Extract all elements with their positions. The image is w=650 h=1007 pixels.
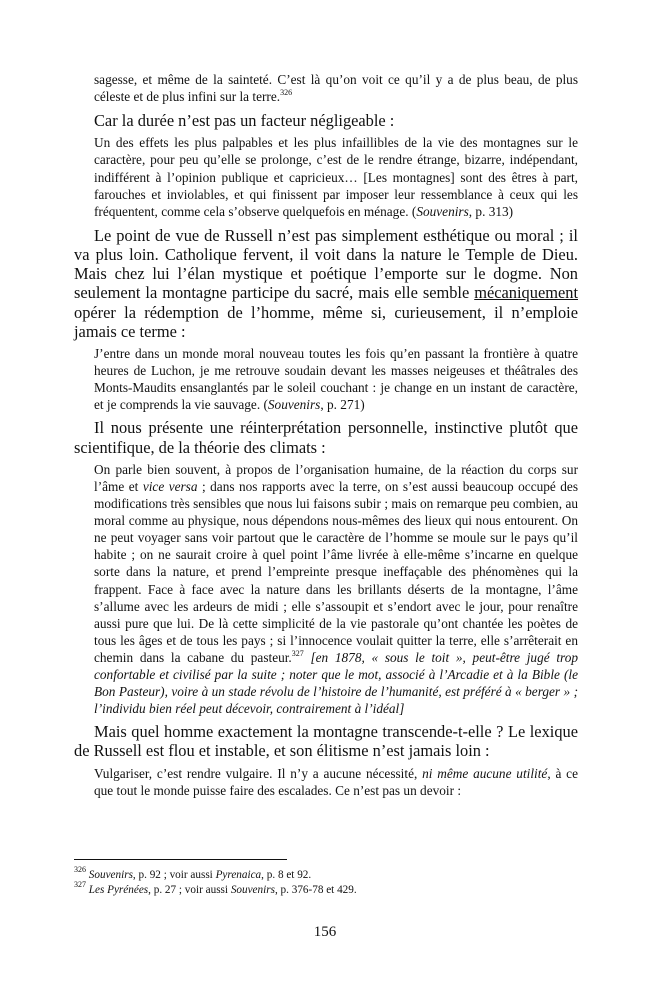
footnote-text: , p. 92 ; voir aussi [132,869,216,881]
paragraph-text: opérer la rédemption de l’homme, même si, curieusement, il n’emploie jamais ce terme : [74,302,578,341]
paragraph-text: Car la durée n’est pas un facteur négligeable : [94,111,395,131]
source-title: Souvenirs [88,869,133,881]
paragraph-text: Mais quel homme exactement la montagne transcende-t-elle ? Le lexique de Russell est flou et instable, et son élitisme n’est jamais loin : [74,722,578,761]
footnote-number: 326 [74,865,86,874]
footnote-text: , p. 376-78 et 429. [274,883,357,896]
block-quote-3 [94,345,578,413]
block-quote-5 [94,765,578,799]
source-title: Souvenirs [267,397,321,413]
source-page: , p. 313) [468,203,514,219]
footnote-327 [74,879,578,898]
footnote-number: 327 [74,879,86,889]
source-title: Souvenirs [230,883,275,896]
underlined-word: mécaniquement [474,283,578,303]
paragraph-4 [74,722,578,760]
italic-phrase: ni même aucune utilité [422,765,548,781]
paragraph-text: Il nous présente une réinterprétation personnelle, instinctive plutôt que scientifique, de la théorie des climats : [74,418,578,457]
quote-text: On parle bien souvent, à propos de l’organisation humaine, de la réaction du corps sur l’âme et [94,461,578,494]
footnotes [74,865,578,897]
page-number: 156 [313,924,337,940]
block-quote-2 [94,134,578,219]
source-title: Pyrenaica [215,869,262,881]
paragraph-text: Le point de vue de Russell n’est pas simplement esthétique ou moral ; il va plus loin. Catholique fervent, il voit dans la nature le Temple de Dieu. Mais chez lui l’élan mystique et poétique l’emporte sur le dogme. Non seulement la montagne participe du sacré, mais elle semble [74,225,578,303]
footnote-text: , p. 27 ; voir aussi [148,883,231,896]
quote-text: ; dans nos rapports avec la terre, on s’est aussi beaucoup occupé des modifications très sensibles que nous lui faisons subir ; mais on remarque peu combien, au moral comme au physique, nous dépendons nous-mêmes des lieux qui nous entourent. On ne peut voyager sans voir partout que le caractère de l’homme se moule sur le pays qu’il habite ; on ne saurait croire à quel point l’âme livrée à elle-même s’incarne en quelque sorte dans la nature, et prend l’empreinte presque ineffaçable des phénomènes qui la frappent. Face à face avec la nature dans les brillants déserts de la montagne, l’âme s’allume avec les ardeurs de midi ; elle s’assoupit et s’endort avec le jour, pour renaître aussi pure que lui. De là cette simplicité de la vie pastorale qu’ont chantée les poètes de tous les âges et de tous les pays ; si l’innocence voulait quitter la terre, elle s’arrêterait en chemin dans la cabane du pasteur. [94,478,579,665]
footnote-text: , p. 8 et 92. [261,869,312,881]
footnote-326 [74,865,578,883]
source-title: Les Pyrénées [88,883,149,896]
paragraph-2 [74,226,578,341]
footnote-ref[interactable]: 327 [291,648,304,658]
source-page: , p. 271) [320,397,365,413]
footnote-divider [74,859,287,860]
block-quote-1 [94,71,578,105]
editor-comment: [en 1878, « sous le toit », peut-être jugé trop confortable et civilisé par la suite ; noter que le mot, associé à l’Arcadie et à la Bible (le Bon Pasteur), voire à un stade révolu de l’histoire de l’humanité, est préféré à « berger » ; l’individu bien réel peut décevoir, contrairement à l’idéal] [94,649,578,717]
footnote-ref[interactable]: 326 [280,88,293,98]
quote-text: sagesse, et même de la sainteté. C’est là qu’on voit ce qu’il y a de plus beau, de plus céleste et de plus infini sur la terre. [94,72,578,105]
page-content [74,71,578,799]
quote-text: Un des effets les plus palpables et les plus infaillibles de la vie des montagnes sur le caractère, pour peu qu’elle se prolonge, c’est de le rendre étrange, bizarre, indépendant, indifférent à l’opinion publique et capricieux… [Les montagnes] sont des êtres à part, farouches et inviolables, et qui finissent par imposer leur ressemblance à ceux qui les fréquentent, comme cela s’observe quelquefois en ménage. ( [94,135,578,219]
italic-phrase: vice versa [142,478,198,494]
quote-text: Vulgariser, c’est rendre vulgaire. Il n’y a aucune nécessité, [94,765,423,781]
paragraph-1 [94,111,578,130]
paragraph-3 [74,418,578,456]
block-quote-4 [94,461,578,717]
quote-text: J’entre dans un monde moral nouveau toutes les fois qu’en passant la frontière à quatre heures de Luchon, je me retrouve soudain devant les masses neigeuses et théâtrales des Monts-Maudits ensanglantés par le soleil couchant : je change en un instant de caractère, et je comprends la vie sauvage. ( [94,346,578,413]
quote-text: , à ce que tout le monde puisse faire des escalades. Ce n’est pas un devoir : [94,765,578,798]
source-title: Souvenirs [416,203,469,219]
